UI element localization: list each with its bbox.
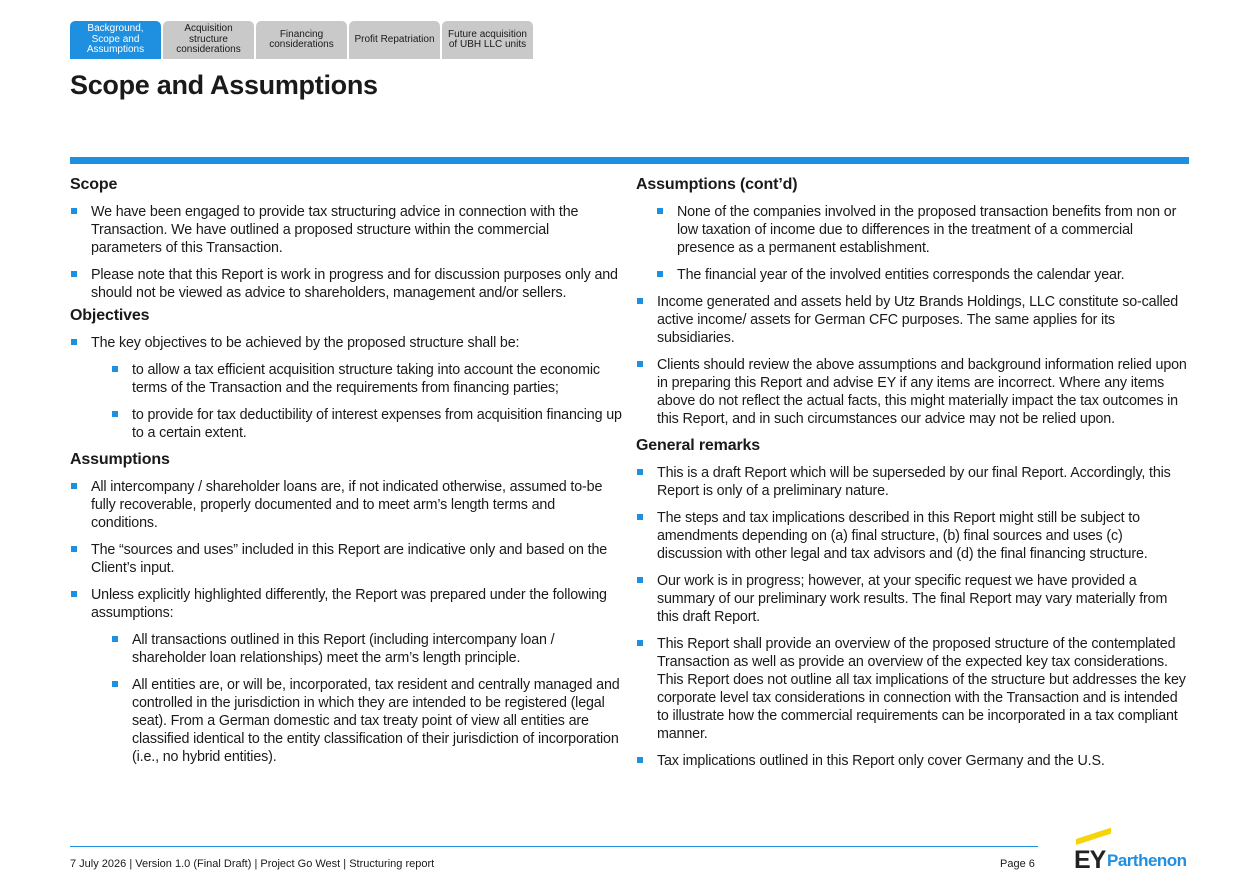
list-item: Please note that this Report is work in progress and for discussion purposes only and should not be viewed as advice to shareholders, management and/or sellers.	[70, 266, 622, 302]
page-number: Page 6	[1000, 858, 1035, 870]
footer-text: 7 July 2026 | Version 1.0 (Final Draft) | Project Go West | Structuring report	[70, 858, 435, 870]
page-title: Scope and Assumptions	[70, 70, 378, 100]
ey-parthenon-logo	[1074, 830, 1190, 872]
assumptions-cont-sublist	[636, 203, 1188, 284]
section-tabs	[70, 21, 533, 59]
objectives-sublist	[111, 361, 622, 442]
assumptions-heading: Assumptions	[70, 451, 170, 468]
assumptions-sublist	[111, 631, 622, 766]
right-column	[636, 175, 1188, 779]
list-item: Tax implications outlined in this Report only cover Germany and the U.S.	[636, 752, 1188, 770]
list-item	[70, 586, 622, 766]
logo-parthenon-text: Parthenon	[1107, 851, 1187, 870]
list-item: All transactions outlined in this Report (including intercompany loan / shareholder loan relationships) meet the arm’s length principle.	[111, 631, 622, 667]
list-item: All entities are, or will be, incorporated, tax resident and centrally managed and controlled in the jurisdiction in which they are intended to be registered (legal seat). From a German domestic and tax treaty point of view all entities are classified identical to the entity classification of their jurisdiction of incorporation (i.e., no hybrid entities).	[111, 676, 622, 766]
logo-ey-text: EY	[1074, 846, 1106, 874]
objectives-intro: The key objectives to be achieved by the proposed structure shall be:	[91, 335, 520, 351]
left-column	[70, 175, 622, 775]
list-item: All intercompany / shareholder loans are, if not indicated otherwise, assumed to-be fully recoverable, properly documented and to meet arm’s length terms and conditions.	[70, 478, 622, 532]
list-item: to allow a tax efficient acquisition structure taking into account the economic terms of the Transaction and the requirements from financing parties;	[111, 361, 622, 397]
list-item: This is a draft Report which will be superseded by our final Report. Accordingly, this Report is only of a preliminary nature.	[636, 464, 1188, 500]
assumptions-cont-heading: Assumptions (cont’d)	[636, 176, 798, 193]
tab-future-acquisition[interactable]: Future acquisition of UBH LLC units	[442, 21, 533, 59]
tab-background-scope-assumptions[interactable]: Background, Scope and Assumptions	[70, 21, 161, 59]
objectives-heading: Objectives	[70, 307, 150, 324]
tab-profit-repatriation[interactable]: Profit Repatriation	[349, 21, 440, 59]
list-item: Income generated and assets held by Utz Brands Holdings, LLC constitute so-called active income/ assets for German CFC purposes. The same applies for its subsidiaries.	[636, 293, 1188, 347]
list-item: Clients should review the above assumptions and background information relied upon in preparing this Report and advise EY if any items are incorrect. Where any items above do not reflect the actual facts, this might materially impact the tax outcomes in this Report, and in such circumstances our advice may not be relied upon.	[636, 356, 1188, 428]
scope-heading: Scope	[70, 176, 118, 193]
title-divider	[70, 157, 1189, 164]
tab-acquisition-structure[interactable]: Acquisition structure considerations	[163, 21, 254, 59]
list-item: This Report shall provide an overview of the proposed structure of the contemplated Transaction as well as provide an overview of the expected key tax considerations. This Report does not outline all tax implications of the structure but addresses the key corporate level tax considerations in connection with the Transaction and is intended to illustrate how the commercial requirements can be incorporated in a tax compliant manner.	[636, 635, 1188, 743]
assumptions-intro: Unless explicitly highlighted differently, the Report was prepared under the following assumptions:	[91, 587, 607, 621]
list-item: to provide for tax deductibility of interest expenses from acquisition financing up to a certain extent.	[111, 406, 622, 442]
list-item: The financial year of the involved entities corresponds the calendar year.	[636, 266, 1188, 284]
footer-divider	[70, 846, 1038, 847]
tab-financing-considerations[interactable]: Financing considerations	[256, 21, 347, 59]
list-item: Our work is in progress; however, at your specific request we have provided a summary of our preliminary work results. The final Report may vary materially from this draft Report.	[636, 572, 1188, 626]
scope-list	[70, 203, 622, 302]
list-item: We have been engaged to provide tax structuring advice in connection with the Transaction. We have outlined a proposed structure within the commercial parameters of this Transaction.	[70, 203, 622, 257]
list-item: The steps and tax implications described in this Report might still be subject to amendments depending on (a) final structure, (b) final sources and uses (c) discussion with other legal and tax advisors and (d) the final financing structure.	[636, 509, 1188, 563]
assumptions-cont-list	[636, 293, 1188, 428]
objectives-list	[70, 334, 622, 442]
list-item	[70, 334, 622, 442]
logo-accent-bar	[1076, 828, 1111, 845]
list-item: The “sources and uses” included in this Report are indicative only and based on the Client’s input.	[70, 541, 622, 577]
list-item: None of the companies involved in the proposed transaction benefits from non or low taxation of income due to differences in the treatment of a commercial presence as a permanent establishment.	[636, 203, 1188, 257]
assumptions-list	[70, 478, 622, 766]
general-remarks-list	[636, 464, 1188, 770]
general-remarks-heading: General remarks	[636, 437, 761, 454]
